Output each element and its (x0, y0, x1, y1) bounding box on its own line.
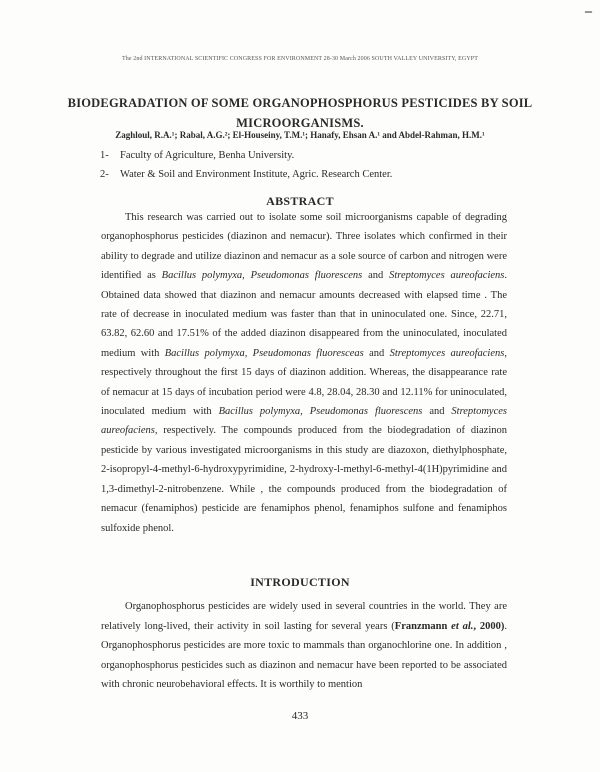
abstract-body (101, 208, 507, 538)
corner-mark: – (585, 4, 592, 19)
organism-name: Bacillus polymyxa, Pseudomonas fluorescens (161, 270, 363, 282)
organism-name: Streptomyces aureofaciens (101, 406, 507, 437)
affiliation-number: 1- (100, 150, 109, 161)
affiliation-text: Faculty of Agriculture, Benha University. (120, 150, 295, 161)
affiliation-1 (100, 150, 294, 161)
intro-text: Organophosphorus pesticides are widely used in several countries in the world. They are relatively long-lived, their activity in soil lasting for several years ( (101, 601, 507, 632)
citation-author: Franzmann (394, 620, 452, 632)
affiliation-2 (100, 169, 392, 180)
introduction-body (101, 597, 507, 695)
abstract-text: , respectively throughout the first 15 days of diazinon addition. Whereas, the disappearance rate of nemacur at 15 days of incubation period were 4.8, 28.04, 28.30 and 12.11% for uninoculated, inoculated medium with (101, 347, 507, 418)
organism-name: Bacillus polymyxa, Pseudomonas fluorescens (218, 406, 423, 418)
abstract-text: This research was carried out to isolate some soil microorganisms capable of degrading organophosphorus pesticides (diazinon and nemacur). Three isolates which confirmed in their ability to degrade and utilize diazinon and nemacur as a sole source of carbon and nitrogen were identified as (101, 212, 507, 282)
page-number: 433 (291, 710, 309, 722)
author-list: Zaghloul, R.A.¹; Rabal, A.G.²; El-Houseiny, T.M.¹; Hanafy, Ehsan A.¹ and Abdel-Rahman, H.M.¹ (115, 130, 485, 140)
citation-etal: et al. (451, 620, 474, 632)
running-header: The 2nd INTERNATIONAL SCIENTIFIC CONGRESS FOR ENVIRONMENT 28-30 March 2006 SOUTH VALLEY UNIVERSITY, EGYPT (122, 56, 478, 62)
affiliation-number: 2- (100, 169, 109, 180)
abstract-heading: ABSTRACT (266, 194, 334, 208)
organism-name: Streptomyces aureofaciens (389, 347, 505, 359)
citation (395, 621, 505, 632)
abstract-text: and (422, 406, 452, 418)
introduction-heading: INTRODUCTION (250, 575, 350, 589)
paper-title: BIODEGRADATION OF SOME ORGANOPHOSPHORUS PESTICIDES BY SOIL MICROORGANISMS. (67, 96, 533, 130)
organism-name: Streptomyces aureofaciens (389, 270, 505, 282)
abstract-text: . Obtained data showed that diazinon and nemacur amounts decreased with elapsed time . The rate of decrease in inoculated medium was faster than that in uninoculated one. Since, 22.71, 63.82, 62.60 and 17.51% of the added diazinon disappeared from the uninoculated, inoculated medium with (101, 270, 507, 359)
intro-text: . Organophosphorus pesticides are more toxic to mammals than organochlorine one. In addition , organophosphorus pesticides such as diazinon and nemacur have been reported to be associated with chronic neurobehavioral effects. It is worthily to mention (101, 620, 508, 691)
abstract-text: , respectively. The compounds produced from the biodegradation of diazinon pesticide by various investigated microorganisms in this study are diazoxon, diethylphosphate, 2-isopropyl-4-methyl-6-hydroxypyrimidine, 2-hydroxy-l-methyl-6-methyl-4(1H)pyrimidine and 1,3-dimethyl-2-nitrobenzene. While , the compounds produced from the biodegradation of nemacur (fenamiphos) pesticide are fenamiphos phenol, fenamiphos sulfone and fenamiphos sulfoxide phenol. (101, 425, 507, 534)
affiliation-text: Water & Soil and Environment Institute, Agric. Research Center. (120, 169, 393, 180)
citation-year: , 2000) (473, 620, 505, 632)
organism-name: Bacillus polymyxa, Pseudomonas fluoresceas (164, 347, 364, 359)
abstract-text: and (362, 270, 390, 282)
abstract-text: and (363, 347, 390, 359)
